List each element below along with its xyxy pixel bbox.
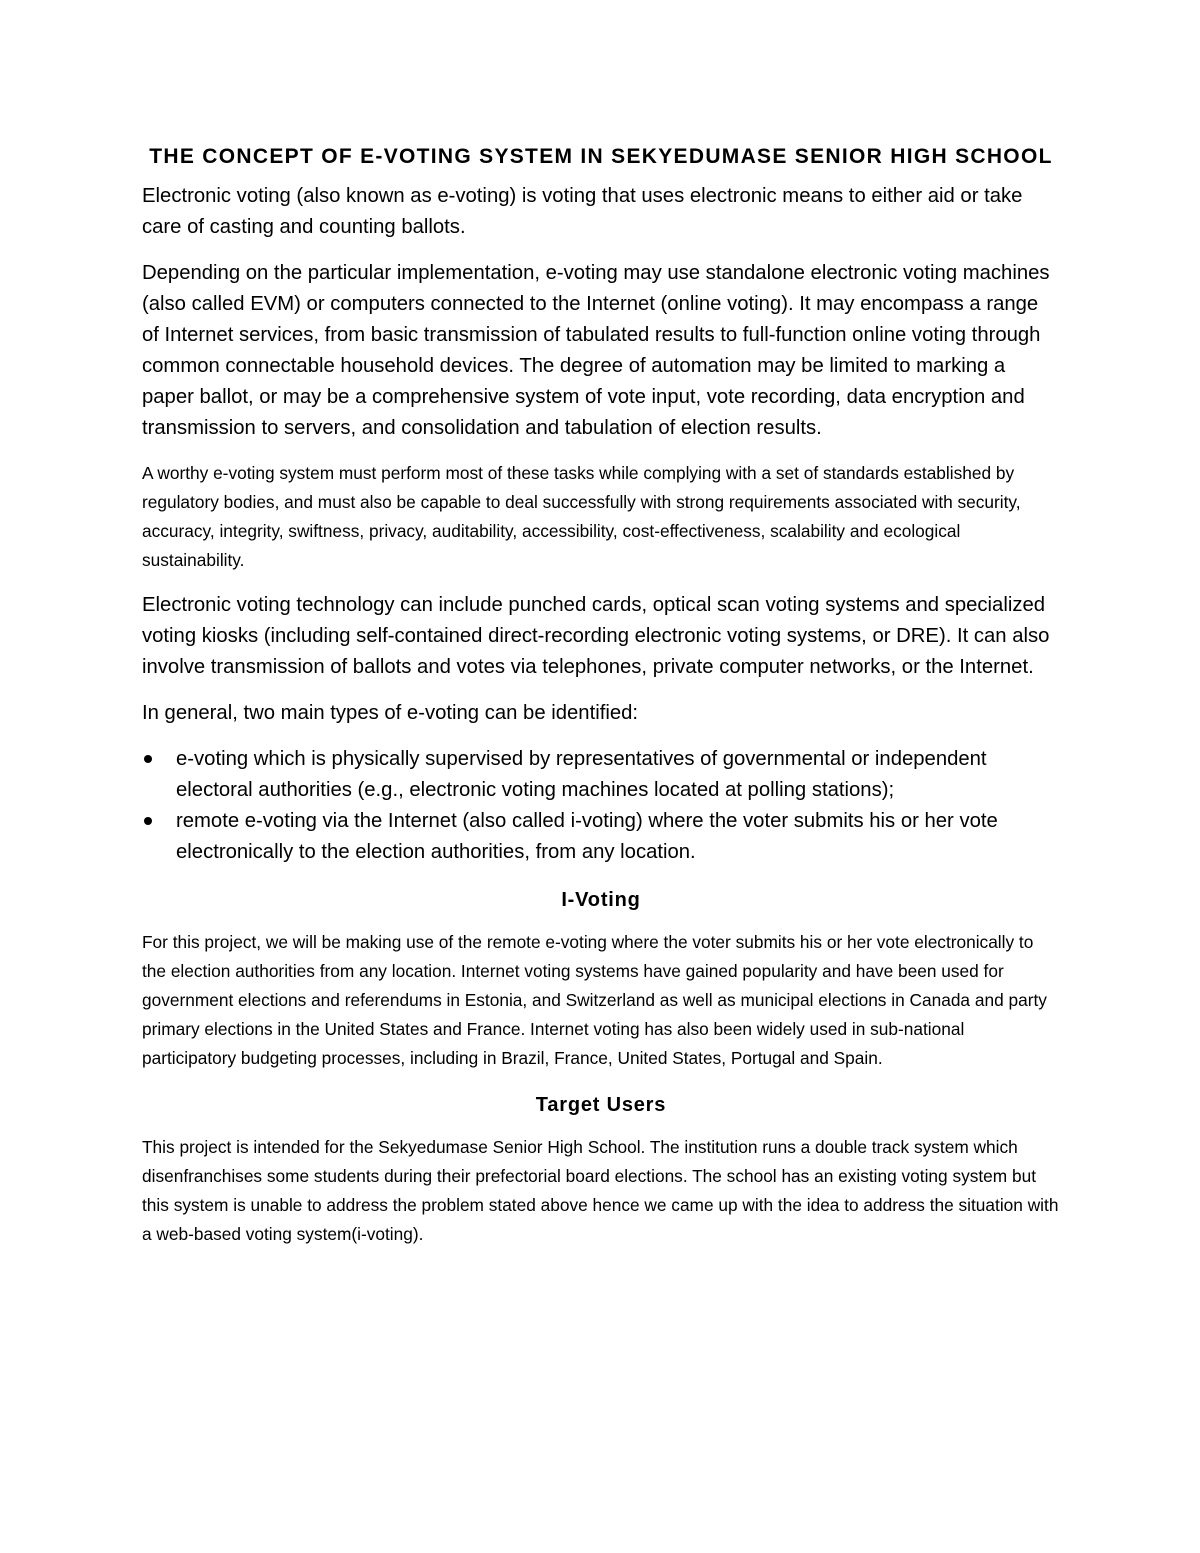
ivoting-heading: I-Voting (561, 889, 641, 911)
document-title: THE CONCEPT OF E-VOTING SYSTEM IN SEKYEDUMASE SENIOR HIGH SCHOOL (149, 145, 1053, 168)
intro-paragraph: Electronic voting (also known as e-voting) is voting that uses electronic means to either aid or take care of casting and counting ballots. (142, 185, 1023, 238)
target-users-heading: Target Users (535, 1094, 667, 1116)
implementation-paragraph: Depending on the particular implementation, e-voting may use standalone electronic voting machines (also called EVM) or computers connected to the Internet (online voting). It may encompass a range of Internet services, from basic transmission of tabulated results to full-function online voting through common connectable household devices. The degree of automation may be limited to marking a paper ballot, or may be a comprehensive system of vote input, vote recording, data encryption and transmission to servers, and consolidation and tabulation of election results. (142, 262, 1050, 439)
list-item-text: e-voting which is physically supervised by representatives of governmental or independent electoral authorities (e.g., electronic voting machines located at polling stations); (176, 748, 987, 801)
ivoting-paragraph: For this project, we will be making use of the remote e-voting where the voter submits his or her vote electronically to the election authorities from any location. Internet voting systems have gained popularity and have been used for government elections and referendums in Estonia, and Switzerland as well as municipal elections in Canada and party primary elections in the United States and France. Internet voting has also been widely used in sub-national participatory budgeting processes, including in Brazil, France, United States, Portugal and Spain. (142, 932, 1047, 1068)
requirements-paragraph: A worthy e-voting system must perform most of these tasks while complying with a set of standards established by regulatory bodies, and must also be capable to deal successfully with strong requirements associated with security, accuracy, integrity, swiftness, privacy, auditability, accessibility, cost-effectiveness, scalability and ecological sustainability. (142, 463, 1021, 570)
list-item-text: remote e-voting via the Internet (also called i-voting) where the voter submits his or her vote electronically to the election authorities, from any location. (176, 810, 998, 863)
target-users-paragraph: This project is intended for the Sekyedumase Senior High School. The institution runs a double track system which disenfranchises some students during their prefectorial board elections. The school has an existing voting system but this system is unable to address the problem stated above hence we came up with the idea to address the situation with a web-based voting system(i-voting). (142, 1137, 1059, 1244)
technology-paragraph: Electronic voting technology can include punched cards, optical scan voting systems and specialized voting kiosks (including self-contained direct-recording electronic voting systems, or DRE). It can also involve transmission of ballots and votes via telephones, private computer networks, or the Internet. (142, 594, 1050, 678)
bullet-icon (144, 755, 152, 763)
list-item (142, 806, 1060, 868)
bullet-icon (144, 817, 152, 825)
evoting-types-list (142, 744, 1060, 868)
list-item (142, 744, 1060, 806)
document-page (142, 140, 1060, 1264)
types-intro-paragraph: In general, two main types of e-voting can be identified: (142, 702, 639, 724)
